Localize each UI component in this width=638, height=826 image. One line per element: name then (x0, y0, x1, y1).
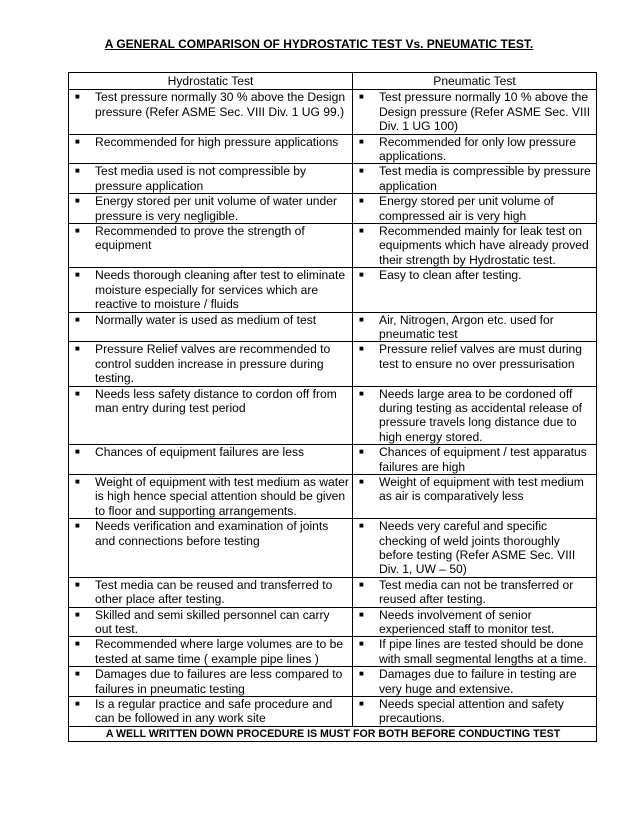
table-row (69, 445, 597, 475)
bullet-icon: ■ (75, 136, 80, 146)
bullet-icon: ■ (359, 699, 364, 709)
table-header-row (69, 73, 597, 90)
bullet-icon: ■ (75, 270, 80, 280)
bullet-icon: ■ (75, 639, 80, 649)
cell-text: Needs less safety distance to cordon off from man entry during test period (95, 386, 337, 415)
pneumatic-cell (353, 268, 597, 312)
cell-text: Recommended for high pressure applications (95, 134, 339, 149)
bullet-icon: ■ (75, 196, 80, 206)
hydrostatic-cell (69, 342, 353, 386)
cell-text: Chances of equipment / test apparatus failures are high (379, 445, 587, 474)
pneumatic-cell (353, 474, 597, 518)
bullet-icon: ■ (75, 92, 80, 102)
pneumatic-cell (353, 194, 597, 224)
bullet-icon: ■ (359, 639, 364, 649)
cell-text: Skilled and semi skilled personnel can carry out test. (95, 607, 330, 637)
cell-text: Pressure relief valves are must during test to ensure no over pressurisation (379, 342, 582, 371)
hydrostatic-cell (69, 474, 353, 518)
header-pneumatic: Pneumatic Test (353, 73, 597, 90)
table-row (69, 607, 597, 637)
bullet-icon: ■ (75, 447, 80, 457)
hydrostatic-cell (69, 134, 353, 164)
hydrostatic-cell (69, 577, 353, 607)
cell-text: Needs very careful and specific checking of weld joints thoroughly before testing (Refer ASME Sec. VIII Div. 1, UW – 50) (379, 519, 576, 577)
table-row (69, 342, 597, 386)
table-row (69, 194, 597, 224)
cell-text: Recommended to prove the strength of equipment (95, 224, 305, 253)
table-row (69, 474, 597, 518)
cell-text: Easy to clean after testing. (379, 268, 522, 283)
hydrostatic-cell (69, 637, 353, 667)
hydrostatic-cell (69, 90, 353, 134)
document-title: A GENERAL COMPARISON OF HYDROSTATIC TEST Vs. PNEUMATIC TEST. (104, 37, 534, 51)
hydrostatic-cell (69, 164, 353, 194)
hydrostatic-cell (69, 224, 353, 268)
bullet-icon: ■ (359, 476, 364, 486)
bullet-icon: ■ (75, 314, 80, 324)
bullet-icon: ■ (359, 521, 364, 531)
cell-text: Needs thorough cleaning after test to eliminate moisture especially for services which are reactive to moisture / fluids (95, 268, 346, 312)
bullet-icon: ■ (359, 314, 364, 324)
bullet-icon: ■ (359, 136, 364, 146)
cell-text: Needs large area to be cordoned off during testing as accidental release of pressure travels long distance due to high energy stored. (379, 386, 583, 444)
cell-text: Chances of equipment failures are less (95, 445, 305, 460)
bullet-icon: ■ (75, 226, 80, 236)
footer-row (69, 726, 597, 741)
bullet-icon: ■ (359, 196, 364, 206)
pneumatic-cell (353, 667, 597, 697)
bullet-icon: ■ (359, 579, 364, 589)
cell-text: Energy stored per unit volume of compressed air is very high (379, 194, 554, 223)
bullet-icon: ■ (359, 226, 364, 236)
pneumatic-cell (353, 607, 597, 637)
cell-text: Test pressure normally 10 % above the Design pressure (Refer ASME Sec. VIII Div. 1 UG 100) (379, 90, 591, 134)
cell-text: Test pressure normally 30 % above the Design pressure (Refer ASME Sec. VIII Div. 1 UG 99.) (95, 90, 346, 119)
cell-text: Recommended where large volumes are to be tested at same time ( example pipe lines ) (95, 637, 344, 666)
header-hydrostatic: Hydrostatic Test (69, 73, 353, 90)
hydrostatic-cell (69, 312, 353, 342)
pneumatic-cell (353, 445, 597, 475)
hydrostatic-cell (69, 697, 353, 727)
table-row (69, 577, 597, 607)
cell-text: Recommended for only low pressure applications. (379, 134, 576, 164)
hydrostatic-cell (69, 386, 353, 445)
cell-text: Weight of equipment with test medium as air is comparatively less (379, 474, 584, 504)
cell-text: Recommended mainly for leak test on equipments which have already proved their strength by Hydrostatic test. (379, 224, 589, 267)
bullet-icon: ■ (75, 476, 80, 486)
pneumatic-cell (353, 519, 597, 578)
bullet-icon: ■ (75, 609, 80, 619)
table-row (69, 386, 597, 445)
bullet-icon: ■ (75, 388, 80, 398)
bullet-icon: ■ (75, 344, 80, 354)
hydrostatic-cell (69, 194, 353, 224)
cell-text: Air, Nitrogen, Argon etc. used for pneumatic test (379, 312, 554, 341)
hydrostatic-cell (69, 268, 353, 312)
cell-text: Test media used is not compressible by pressure application (95, 164, 307, 193)
bullet-icon: ■ (359, 270, 364, 280)
table-body (69, 90, 597, 726)
footer-note: A WELL WRITTEN DOWN PROCEDURE IS MUST FOR BOTH BEFORE CONDUCTING TEST (69, 726, 597, 741)
table-row (69, 519, 597, 578)
cell-text: Weight of equipment with test medium as water is high hence special attention should be given to floor and supporting arrangements. (95, 474, 349, 518)
pneumatic-cell (353, 90, 597, 134)
pneumatic-cell (353, 134, 597, 164)
table-row (69, 268, 597, 312)
bullet-icon: ■ (75, 521, 80, 531)
cell-text: Damages due to failures are less compared to failures in pneumatic testing (95, 667, 343, 696)
table-row (69, 134, 597, 164)
bullet-icon: ■ (359, 344, 364, 354)
table-row (69, 224, 597, 268)
bullet-icon: ■ (75, 166, 80, 176)
bullet-icon: ■ (359, 92, 364, 102)
bullet-icon: ■ (359, 388, 364, 398)
table-row (69, 637, 597, 667)
cell-text: Needs verification and examination of joints and connections before testing (95, 519, 329, 548)
cell-text: Test media can not be transferred or reused after testing. (379, 577, 574, 607)
cell-text: Damages due to failure in testing are very huge and extensive. (379, 667, 577, 696)
bullet-icon: ■ (75, 699, 80, 709)
cell-text: Is a regular practice and safe procedure and can be followed in any work site (95, 697, 333, 726)
cell-text: Test media is compressible by pressure application (379, 164, 591, 193)
hydrostatic-cell (69, 607, 353, 637)
hydrostatic-cell (69, 519, 353, 578)
pneumatic-cell (353, 342, 597, 386)
cell-text: Energy stored per unit volume of water under pressure is very negligible. (95, 194, 338, 223)
table-row (69, 697, 597, 727)
pneumatic-cell (353, 697, 597, 727)
cell-text: Pressure Relief valves are recommended to control sudden increase in pressure during testing. (95, 342, 331, 386)
bullet-icon: ■ (75, 579, 80, 589)
pneumatic-cell (353, 637, 597, 667)
pneumatic-cell (353, 224, 597, 268)
bullet-icon: ■ (359, 447, 364, 457)
cell-text: Normally water is used as medium of test (95, 312, 317, 327)
table-row (69, 90, 597, 134)
table-row (69, 312, 597, 342)
cell-text: If pipe lines are tested should be done with small segmental lengths at a time. (379, 637, 587, 666)
comparison-table (68, 72, 597, 742)
cell-text: Test media can be reused and transferred to other place after testing. (95, 577, 333, 607)
pneumatic-cell (353, 577, 597, 607)
bullet-icon: ■ (359, 669, 364, 679)
pneumatic-cell (353, 164, 597, 194)
cell-text: Needs special attention and safety precautions. (379, 697, 564, 726)
bullet-icon: ■ (359, 166, 364, 176)
hydrostatic-cell (69, 445, 353, 475)
bullet-icon: ■ (75, 669, 80, 679)
pneumatic-cell (353, 386, 597, 445)
table-row (69, 164, 597, 194)
table-row (69, 667, 597, 697)
hydrostatic-cell (69, 667, 353, 697)
cell-text: Needs involvement of senior experienced staff to monitor test. (379, 607, 555, 637)
bullet-icon: ■ (359, 609, 364, 619)
pneumatic-cell (353, 312, 597, 342)
